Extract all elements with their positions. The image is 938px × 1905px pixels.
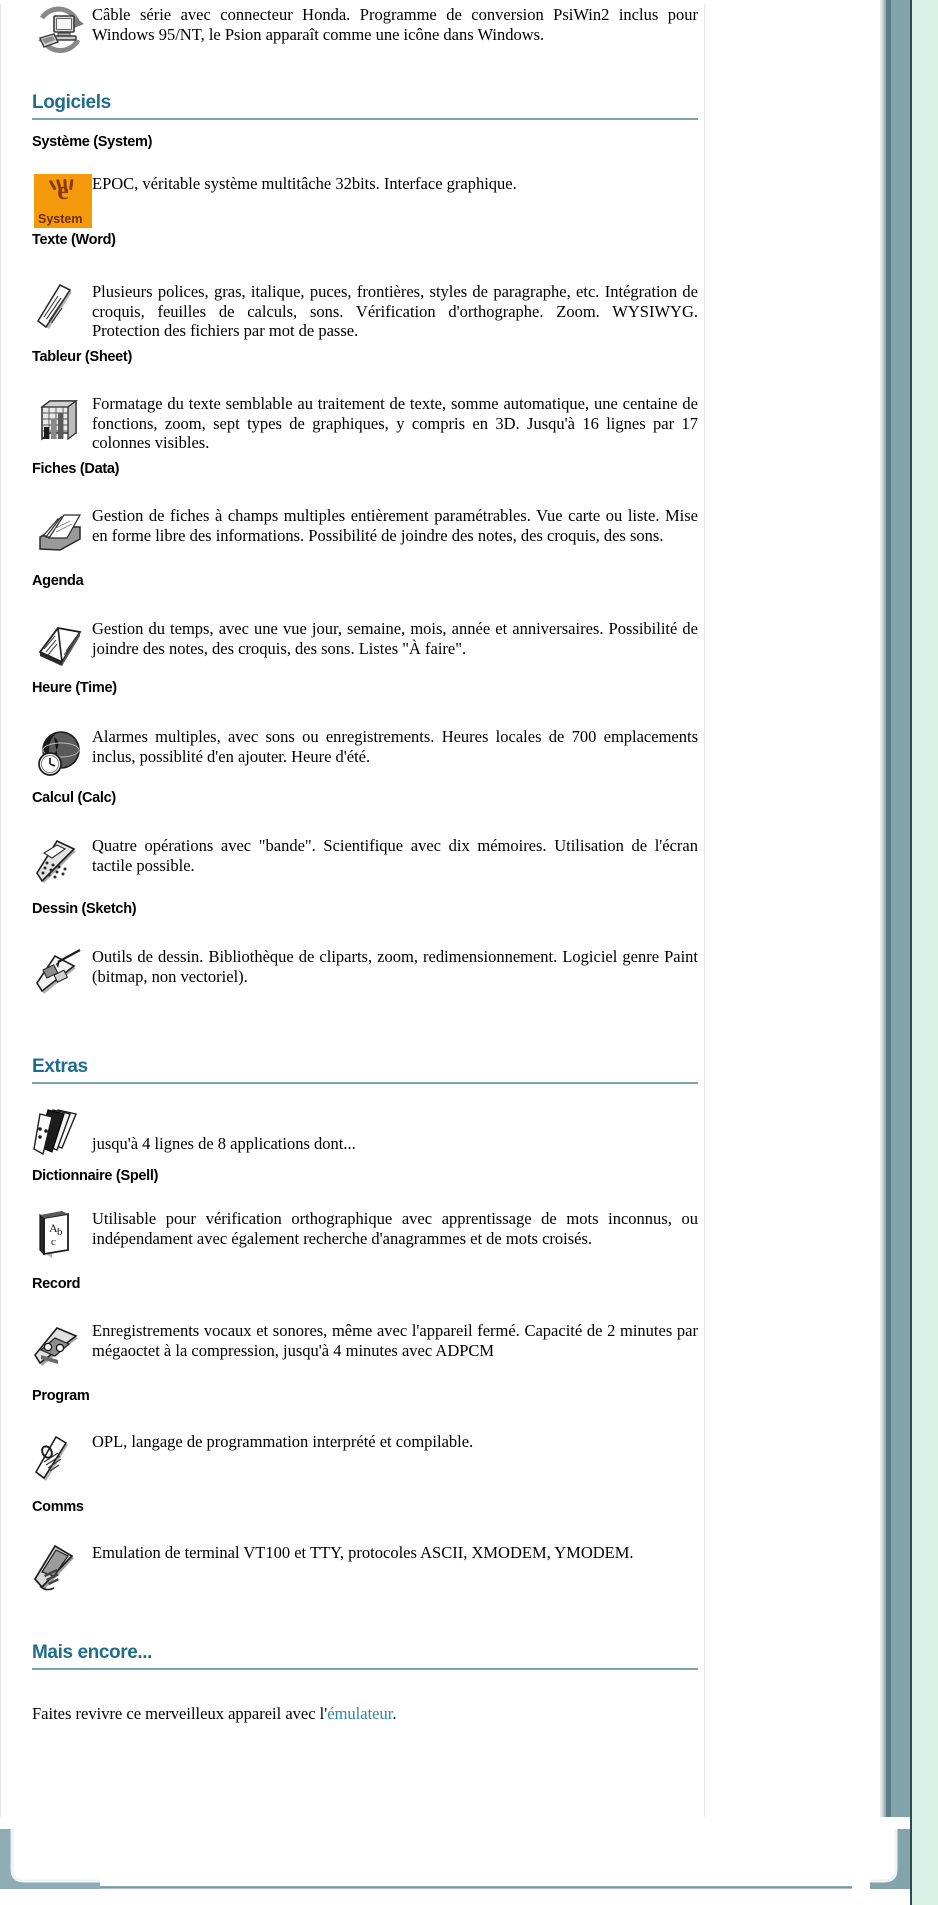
app-title-systeme: Système (System) [32,134,153,150]
opl-listing-icon [32,1431,88,1485]
app-description-calcul: Quatre opérations avec "bande". Scientifique avec dix mémoires. Utilisation de l'écran tactile possible. [92,836,698,875]
section-heading-logiciels: Logiciels [32,92,111,113]
app-entry-program [32,1431,698,1499]
app-entry-calcul [32,835,698,901]
intro-description: Câble série avec connecteur Honda. Programme de conversion PsiWin2 inclus pour Windows 95/NT, le Psion apparaît comme une icône dans Windows. [92,5,698,44]
epoc-system-icon [32,174,88,228]
section-heading-mais-encore: Mais encore... [32,1642,153,1663]
footer-text-before: Faites revivre ce merveilleux appareil avec l' [32,1703,328,1723]
app-description-agenda: Gestion du temps, avec une vue jour, semaine, mois, année et anniversaires. Possibilité de joindre des notes, des croquis, des sons. Listes "À faire". [92,619,698,658]
section-heading-extras: Extras [32,1056,88,1077]
tape-recorder-icon [32,1320,88,1374]
app-description-app-stack: jusqu'à 4 lignes de 8 applications dont... [92,1134,356,1153]
app-description-heure: Alarmes multiples, avec sons ou enregistrements. Heures locales de 700 emplacements inclus, possiblité d'en ajouter. Heure d'été. [92,727,698,766]
app-entry-texte [32,281,698,349]
app-entry-record [32,1320,698,1388]
calculator-icon [32,835,88,889]
epoc-system-label: System [38,212,83,226]
app-description-program: OPL, langage de programmation interprété et compilable. [92,1432,474,1451]
terminal-device-icon [32,1542,88,1596]
spreadsheet-chart-icon [32,393,88,447]
frame-corner-bottom-left [0,1829,100,1889]
app-entry-agenda [32,618,698,680]
app-title-heure: Heure (Time) [32,680,117,696]
app-title-agenda: Agenda [32,573,84,589]
app-description-record: Enregistrements vocaux et sonores, même avec l'appareil fermé. Capacité de 2 minutes par mégaoctet à la compression, jusqu'à 4 minutes avec ADPCM [92,1321,698,1360]
app-stack-icon [32,1106,88,1160]
svg-text:b: b [57,1226,63,1238]
emulateur-link[interactable]: émulateur [327,1703,393,1723]
app-title-texte: Texte (Word) [32,232,116,248]
footer-text-after: . [392,1703,397,1723]
content-column [0,4,705,1822]
app-entry-dictionnaire [32,1208,698,1276]
app-title-tableur: Tableur (Sheet) [32,349,132,365]
app-description-texte: Plusieurs polices, gras, italique, puces, frontières, styles de paragraphe, etc. Intégration de croquis, feuilles de calculs, sons. Vérification d'orthographe. Zoom. WYSIWYG. Protection des fichiers par mot de passe. [92,282,698,340]
frame-rail-mid [891,0,910,1905]
frame-rail-light [912,0,938,1905]
card-file-box-icon [32,505,88,559]
app-title-program: Program [32,1388,90,1404]
app-title-fiches: Fiches (Data) [32,461,120,477]
word-document-icon [32,281,88,335]
frame-bottom-plate [0,1817,910,1905]
footer-sentence [32,1704,698,1724]
sketch-pencil-icon [32,946,88,1000]
abc-book-icon [32,1208,88,1262]
app-entry-tableur [32,393,698,461]
app-entry-fiches [32,505,698,573]
app-entry-app-stack [32,1106,698,1168]
app-entry-heure [32,726,698,790]
app-title-comms: Comms [32,1499,84,1515]
app-description-fiches: Gestion de fiches à champs multiples entièrement paramétrables. Vue carte ou liste. Mise en forme libre des informations. Possibilité de joindre des notes, des croquis, des sons. [92,506,698,545]
app-description-tableur: Formatage du texte semblable au traitement de texte, somme automatique, une centaine de fonctions, zoom, sept types de graphiques, y compris en 3D. Jusqu'à 16 lignes par 17 colonnes visibles. [92,394,698,452]
intro-entry [32,4,698,70]
app-description-systeme: EPOC, véritable système multitâche 32bits. Interface graphique. [92,174,517,193]
app-description-dessin: Outils de dessin. Bibliothèque de cliparts, zoom, redimensionnement. Logiciel genre Paint (bitmap, non vectoriel). [92,947,698,986]
globe-clock-icon [32,726,88,780]
app-title-dictionnaire: Dictionnaire (Spell) [32,1168,159,1184]
app-entry-systeme [32,174,698,232]
app-description-dictionnaire: Utilisable pour vérification orthographique avec apprentissage de mots inconnus, ou indépendament avec également recherche d'anagrammes et de mots croisés. [92,1209,698,1248]
app-description-comms: Emulation de terminal VT100 et TTY, protocoles ASCII, XMODEM, YMODEM. [92,1543,634,1562]
svg-text:c: c [51,1236,56,1248]
app-title-record: Record [32,1276,81,1292]
app-entry-comms [32,1542,698,1608]
serial-cable-sync-icon [32,4,88,58]
app-title-calcul: Calcul (Calc) [32,790,116,806]
epoc-e-glyph: e [57,176,69,205]
open-diary-icon [32,618,88,672]
frame-corner-bottom-right [870,1829,910,1889]
app-title-dessin: Dessin (Sketch) [32,901,137,917]
svg-text:A: A [49,1221,58,1235]
frame-bottom-border [12,1886,852,1889]
app-entry-dessin [32,946,698,1016]
